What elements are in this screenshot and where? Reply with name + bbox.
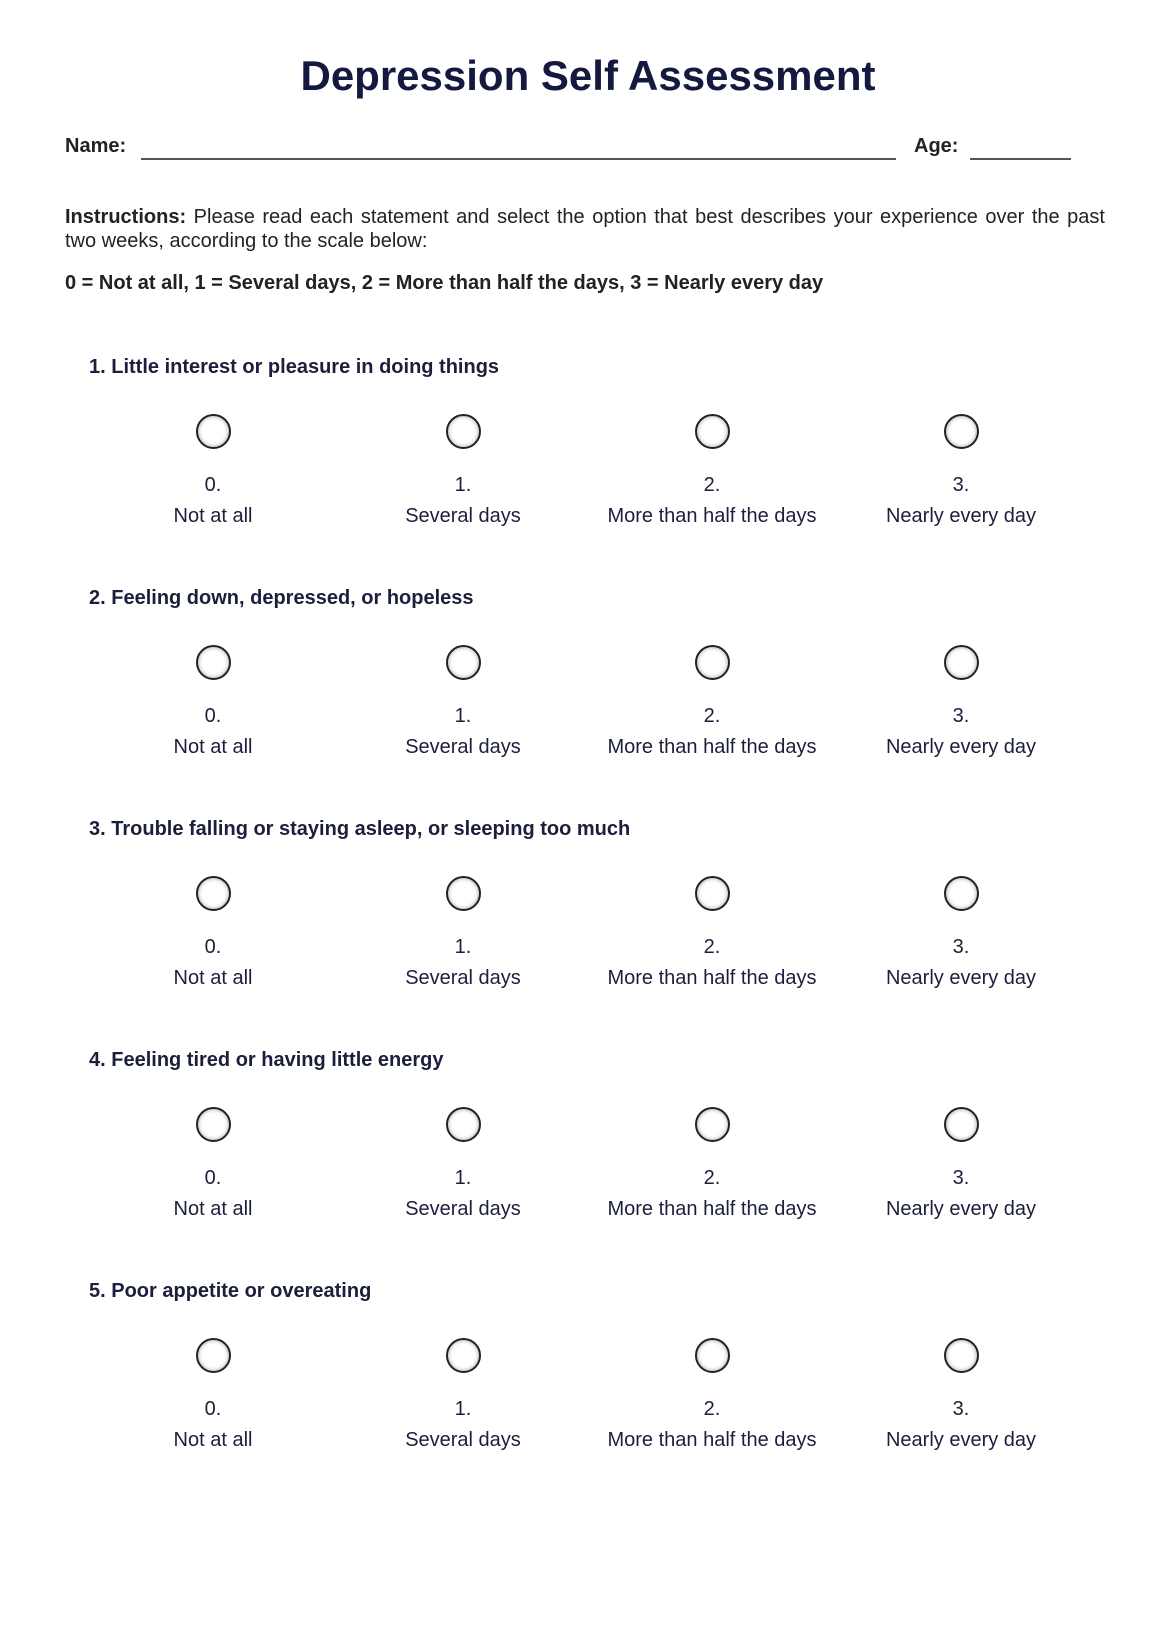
option-number: 2. bbox=[703, 1167, 721, 1189]
option-number: 0. bbox=[204, 1398, 222, 1420]
radio-button[interactable] bbox=[695, 1107, 730, 1142]
option-3[interactable] bbox=[841, 1107, 1081, 1221]
option-number: 1. bbox=[454, 1167, 472, 1189]
option-number: 3. bbox=[952, 705, 970, 727]
option-0[interactable] bbox=[93, 876, 333, 990]
option-number: 2. bbox=[703, 474, 721, 496]
question-title: 1. Little interest or pleasure in doing things bbox=[89, 356, 500, 378]
question-title: 5. Poor appetite or overeating bbox=[89, 1280, 372, 1302]
option-label: Several days bbox=[405, 1429, 521, 1451]
option-number: 2. bbox=[703, 936, 721, 958]
option-3[interactable] bbox=[841, 414, 1081, 528]
option-number: 3. bbox=[952, 936, 970, 958]
name-field[interactable] bbox=[141, 158, 896, 160]
option-0[interactable] bbox=[93, 414, 333, 528]
instructions-label: Instructions: bbox=[65, 206, 187, 228]
option-3[interactable] bbox=[841, 1338, 1081, 1452]
option-label: Several days bbox=[405, 505, 521, 527]
question-1 bbox=[89, 356, 1089, 587]
option-label: Nearly every day bbox=[885, 967, 1037, 989]
question-3 bbox=[89, 818, 1089, 1049]
option-number: 2. bbox=[703, 705, 721, 727]
option-label: Not at all bbox=[173, 736, 253, 758]
radio-button[interactable] bbox=[695, 414, 730, 449]
option-label: More than half the days bbox=[607, 736, 817, 758]
option-number: 1. bbox=[454, 936, 472, 958]
option-2[interactable] bbox=[592, 1107, 832, 1221]
option-label: More than half the days bbox=[607, 1429, 817, 1451]
option-1[interactable] bbox=[343, 414, 583, 528]
option-label: Not at all bbox=[173, 1429, 253, 1451]
question-2 bbox=[89, 587, 1089, 818]
radio-button[interactable] bbox=[695, 645, 730, 680]
option-0[interactable] bbox=[93, 645, 333, 759]
option-0[interactable] bbox=[93, 1338, 333, 1452]
question-title: 2. Feeling down, depressed, or hopeless bbox=[89, 587, 474, 609]
radio-button[interactable] bbox=[196, 414, 231, 449]
radio-button[interactable] bbox=[944, 1338, 979, 1373]
option-label: More than half the days bbox=[607, 505, 817, 527]
option-label: Nearly every day bbox=[885, 736, 1037, 758]
name-label: Name: bbox=[65, 135, 127, 157]
option-number: 0. bbox=[204, 474, 222, 496]
age-field[interactable] bbox=[970, 158, 1071, 160]
option-2[interactable] bbox=[592, 645, 832, 759]
option-3[interactable] bbox=[841, 645, 1081, 759]
option-number: 2. bbox=[703, 1398, 721, 1420]
question-4 bbox=[89, 1049, 1089, 1280]
radio-button[interactable] bbox=[446, 414, 481, 449]
option-number: 3. bbox=[952, 474, 970, 496]
radio-button[interactable] bbox=[446, 876, 481, 911]
option-number: 1. bbox=[454, 1398, 472, 1420]
option-1[interactable] bbox=[343, 876, 583, 990]
radio-button[interactable] bbox=[196, 1107, 231, 1142]
option-number: 3. bbox=[952, 1398, 970, 1420]
option-label: Nearly every day bbox=[885, 1429, 1037, 1451]
radio-button[interactable] bbox=[446, 1107, 481, 1142]
radio-button[interactable] bbox=[944, 876, 979, 911]
option-label: More than half the days bbox=[607, 1198, 817, 1220]
option-label: Several days bbox=[405, 967, 521, 989]
instructions bbox=[65, 205, 1105, 253]
option-number: 0. bbox=[204, 936, 222, 958]
radio-button[interactable] bbox=[446, 1338, 481, 1373]
radio-button[interactable] bbox=[695, 876, 730, 911]
scale-legend: 0 = Not at all, 1 = Several days, 2 = More than half the days, 3 = Nearly every day bbox=[65, 272, 824, 294]
option-number: 1. bbox=[454, 705, 472, 727]
radio-button[interactable] bbox=[695, 1338, 730, 1373]
radio-button[interactable] bbox=[944, 1107, 979, 1142]
option-label: Not at all bbox=[173, 967, 253, 989]
age-label: Age: bbox=[914, 135, 959, 157]
question-title: 4. Feeling tired or having little energy bbox=[89, 1049, 444, 1071]
option-label: Several days bbox=[405, 736, 521, 758]
radio-button[interactable] bbox=[446, 645, 481, 680]
option-label: Several days bbox=[405, 1198, 521, 1220]
option-number: 0. bbox=[204, 1167, 222, 1189]
radio-button[interactable] bbox=[196, 876, 231, 911]
question-5 bbox=[89, 1280, 1089, 1511]
option-number: 1. bbox=[454, 474, 472, 496]
option-1[interactable] bbox=[343, 1338, 583, 1452]
page-title: Depression Self Assessment bbox=[300, 52, 876, 99]
option-label: More than half the days bbox=[607, 967, 817, 989]
option-label: Nearly every day bbox=[885, 1198, 1037, 1220]
option-3[interactable] bbox=[841, 876, 1081, 990]
option-2[interactable] bbox=[592, 414, 832, 528]
option-2[interactable] bbox=[592, 876, 832, 990]
option-number: 3. bbox=[952, 1167, 970, 1189]
option-label: Nearly every day bbox=[885, 505, 1037, 527]
option-1[interactable] bbox=[343, 645, 583, 759]
question-title: 3. Trouble falling or staying asleep, or sleeping too much bbox=[89, 818, 631, 840]
option-number: 0. bbox=[204, 705, 222, 727]
option-label: Not at all bbox=[173, 505, 253, 527]
radio-button[interactable] bbox=[944, 645, 979, 680]
radio-button[interactable] bbox=[196, 1338, 231, 1373]
option-2[interactable] bbox=[592, 1338, 832, 1452]
option-label: Not at all bbox=[173, 1198, 253, 1220]
option-0[interactable] bbox=[93, 1107, 333, 1221]
option-1[interactable] bbox=[343, 1107, 583, 1221]
radio-button[interactable] bbox=[196, 645, 231, 680]
instructions-text: Please read each statement and select the option that best describes your experience over the past two weeks, according to the scale below: bbox=[65, 206, 1105, 252]
radio-button[interactable] bbox=[944, 414, 979, 449]
